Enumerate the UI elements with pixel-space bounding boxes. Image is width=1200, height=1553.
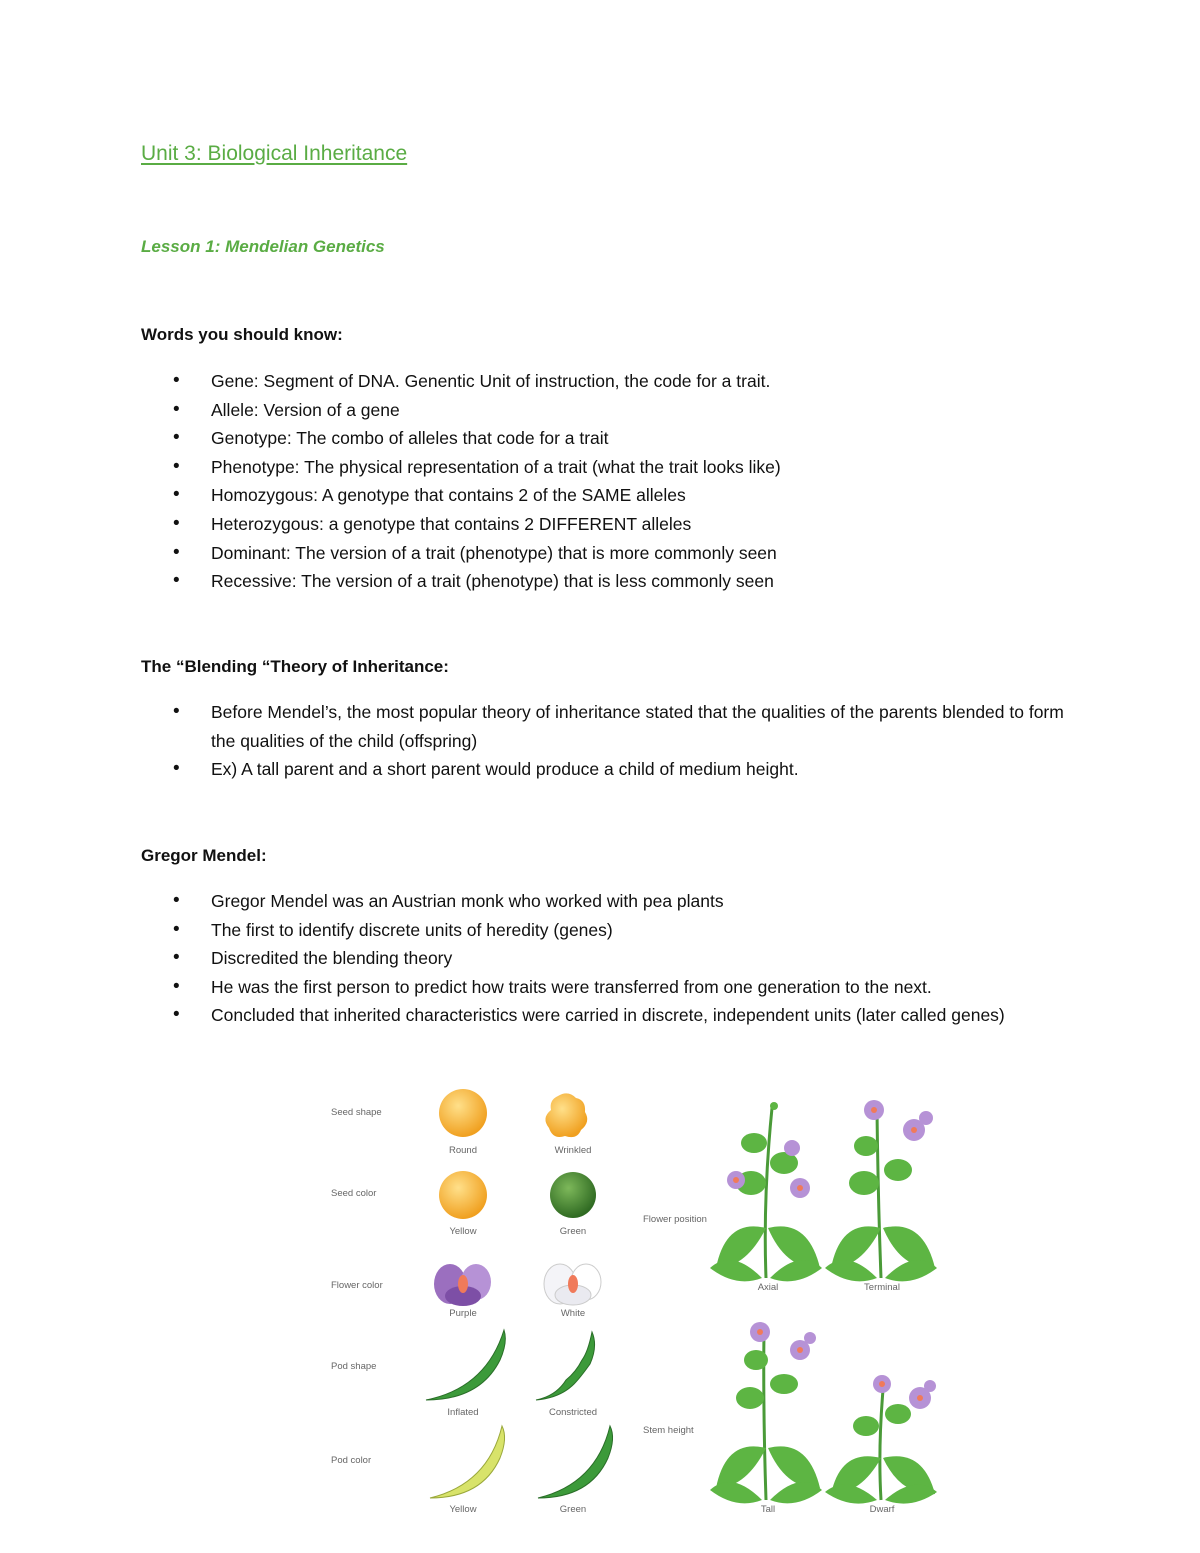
- list-item: • Allele: Version of a gene: [0, 396, 1071, 425]
- purple-flower-icon: [434, 1264, 491, 1306]
- yellow-seed-icon: [439, 1171, 487, 1219]
- trait-label: Pod color: [331, 1455, 372, 1466]
- list-item: • Gregor Mendel was an Austrian monk who worked with pea plants: [0, 887, 1071, 916]
- lesson-title: Lesson 1: Mendelian Genetics: [141, 237, 385, 256]
- round-seed-icon: [439, 1089, 487, 1137]
- inflated-pod-icon: [426, 1330, 505, 1400]
- page-title: Unit 3: Biological Inheritance: [141, 142, 408, 165]
- list-item: • Discredited the blending theory: [0, 944, 1071, 973]
- variant-label: Wrinkled: [554, 1145, 592, 1156]
- tall-plant-icon: [710, 1322, 822, 1503]
- green-pod-icon: [538, 1426, 613, 1498]
- list-item: • Gene: Segment of DNA. Genentic Unit of instruction, the code for a trait.: [0, 367, 1071, 396]
- list-item: • He was the first person to predict how traits were transferred from one generation to the next.: [0, 973, 1071, 1002]
- pea-traits-figure: [326, 1088, 952, 1520]
- variant-label: Constricted: [548, 1407, 598, 1418]
- list-item: • Concluded that inherited characteristics were carried in discrete, independent units (later called genes): [0, 1001, 1071, 1030]
- variant-label: Axial: [757, 1282, 779, 1293]
- list-item: • Ex) A tall parent and a short parent would produce a child of medium height.: [0, 755, 1071, 784]
- variant-label: Round: [449, 1145, 477, 1156]
- variant-label: Yellow: [449, 1226, 477, 1237]
- list-item: • Homozygous: A genotype that contains 2 of the SAME alleles: [0, 481, 1071, 510]
- axial-plant-icon: [710, 1102, 822, 1281]
- list-item: • Recessive: The version of a trait (phenotype) that is less commonly seen: [0, 567, 1071, 596]
- list-item: • The first to identify discrete units of heredity (genes): [0, 916, 1071, 945]
- trait-label: Flower position: [643, 1214, 707, 1225]
- list-item: • Dominant: The version of a trait (phenotype) that is more commonly seen: [0, 539, 1071, 568]
- variant-label: Yellow: [449, 1504, 477, 1515]
- trait-label: Flower color: [331, 1280, 383, 1291]
- section-heading-blending: The “Blending “Theory of Inheritance:: [141, 657, 449, 676]
- white-flower-icon: [544, 1264, 601, 1305]
- green-seed-icon: [550, 1172, 596, 1218]
- words-list: [0, 367, 1071, 596]
- trait-label: Seed shape: [331, 1107, 382, 1118]
- wrinkled-seed-icon: [545, 1093, 587, 1137]
- variant-label: Green: [559, 1226, 587, 1237]
- constricted-pod-icon: [536, 1332, 595, 1400]
- section-heading-words: Words you should know:: [141, 325, 343, 344]
- list-item: • Phenotype: The physical representation of a trait (what the trait looks like): [0, 453, 1071, 482]
- trait-label: Pod shape: [331, 1361, 377, 1372]
- variant-label: Inflated: [447, 1407, 479, 1418]
- terminal-plant-icon: [825, 1100, 937, 1281]
- blending-list: [0, 698, 1071, 784]
- list-item: • Before Mendel’s, the most popular theory of inheritance stated that the qualities of the parents blended to form the qualities of the child (offspring): [0, 698, 1071, 755]
- mendel-list: [0, 887, 1071, 1030]
- variant-label: Tall: [760, 1504, 776, 1515]
- variant-label: Green: [559, 1504, 587, 1515]
- trait-label: Stem height: [643, 1425, 694, 1436]
- variant-label: Purple: [449, 1308, 477, 1319]
- trait-label: Seed color: [331, 1188, 377, 1199]
- variant-label: Dwarf: [869, 1504, 895, 1515]
- section-heading-mendel: Gregor Mendel:: [141, 846, 267, 865]
- list-item: • Genotype: The combo of alleles that code for a trait: [0, 424, 1071, 453]
- yellow-pod-icon: [430, 1426, 505, 1498]
- variant-label: White: [560, 1308, 586, 1319]
- dwarf-plant-icon: [825, 1375, 937, 1504]
- list-item: • Heterozygous: a genotype that contains 2 DIFFERENT alleles: [0, 510, 1071, 539]
- variant-label: Terminal: [864, 1282, 900, 1293]
